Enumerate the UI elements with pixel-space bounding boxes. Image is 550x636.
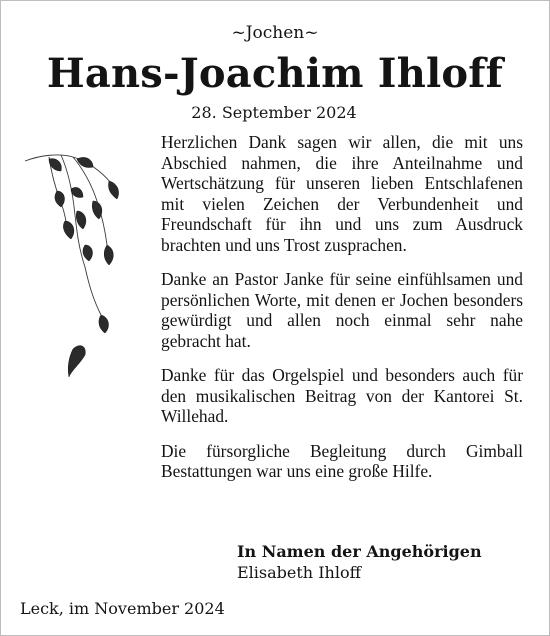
paragraph-music: Danke für das Orgelspiel und besonders auch für den musikalischen Beitrag von der Kantorei St. Willehad. <box>161 365 523 426</box>
signer-name: Elisabeth Ihloff <box>237 563 361 582</box>
date-of-death <box>1 102 549 124</box>
paragraph-thanks: Herzlichen Dank sagen wir allen, die mit uns Abschied nahmen, die ihre Anteilnahme und Wertschätzung für unseren lieben Entschlafenen mit vielen Zeichen der Verbundenheit und Freundschaft für ihn und uns zum Ausdruck brachten und uns Trost zusprachen. <box>161 132 523 255</box>
signature-block <box>237 541 482 583</box>
date-text: 28. September 2024 <box>191 103 357 122</box>
paragraph-funeral-home: Die fürsorgliche Begleitung durch Gimball Bestattungen war uns eine große Hilfe. <box>161 440 523 481</box>
acknowledgement-text <box>161 132 523 496</box>
deceased-name: Hans-Joachim Ihloff <box>46 50 504 97</box>
birch-branch-icon <box>21 149 131 381</box>
signature-title: In Namen der Angehörigen <box>237 542 482 561</box>
place-and-date: Leck, im November 2024 <box>20 599 225 618</box>
nickname: ~Jochen~ <box>231 23 319 43</box>
paragraph-pastor: Danke an Pastor Janke für seine einfühlsamen und persönlichen Worte, mit denen er Jochen besonders gewürdigt und allen noch einmal sehr nahe gebracht hat. <box>161 269 523 351</box>
